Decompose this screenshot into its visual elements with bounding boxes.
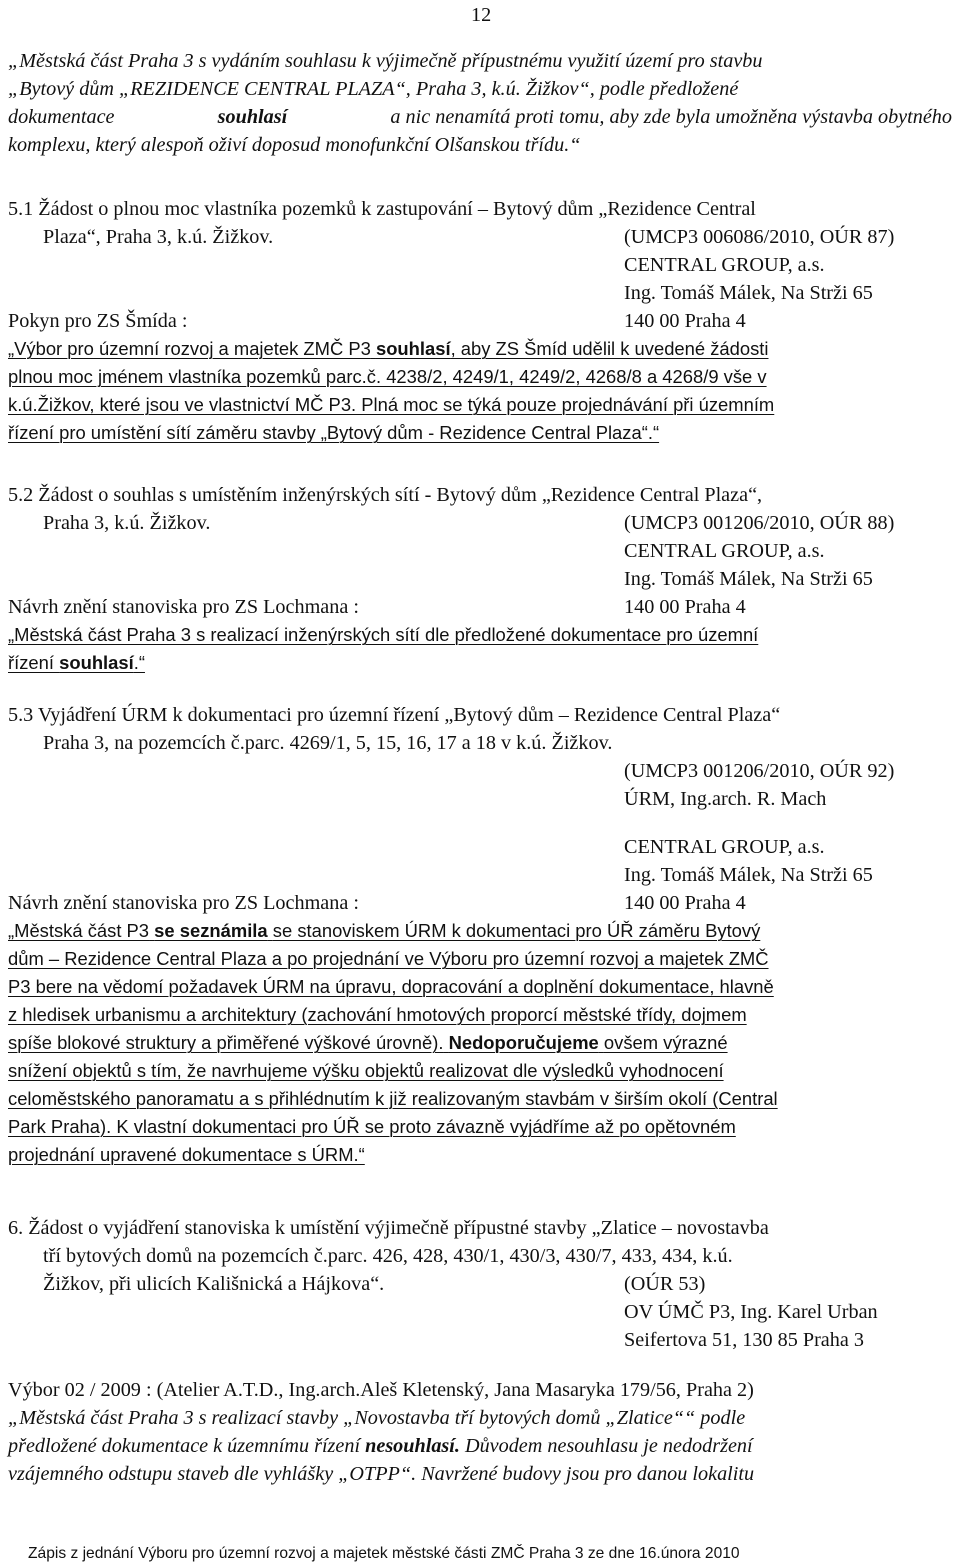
- section-5-3-resolution-4: z hledisek urbanismu a architektury (zachování hmotových proporcí městské třídy, dojmem: [8, 1004, 747, 1025]
- section-5-1-heading-cont: Plaza“, Praha 3, k.ú. Žižkov.: [43, 226, 274, 248]
- section-5-2-resolution-1: „Městská část Praha 3 s realizací inženýrských sítí dle předložené dokumentace pro územní: [8, 624, 759, 645]
- section-5-3-urm: ÚRM, Ing.arch. R. Mach: [624, 788, 827, 810]
- section-5-3-resolution-9: projednání upravené dokumentace s ÚRM.“: [8, 1144, 365, 1165]
- section-6-heading-cont-2: Žižkov, při ulicích Kališnická a Hájkova“.: [43, 1273, 385, 1295]
- section-5-3-company: CENTRAL GROUP, a.s.: [624, 836, 825, 858]
- section-5-1-resolution-2: plnou moc jménem vlastníka pozemků parc.č. 4238/2, 4249/1, 4249/2, 4268/8 a 4268/9 vše v: [8, 366, 767, 387]
- section-5-1-heading: 5.1 Žádost o plnou moc vlastníka pozemků k zastupování – Bytový dům „Rezidence Central: [8, 198, 756, 220]
- section-5-1-city: 140 00 Praha 4: [624, 310, 746, 332]
- section-6-vybor-record: Výbor 02 / 2009 : (Atelier A.T.D., Ing.arch.Aleš Kletenský, Jana Masaryka 179/56, Praha 2): [8, 1379, 754, 1401]
- section-6-heading-cont-1: tří bytových domů na pozemcích č.parc. 426, 428, 430/1, 430/3, 430/7, 433, 434, k.ú.: [43, 1245, 733, 1267]
- page-number: 12: [471, 4, 492, 26]
- section-5-2-resolution-2: řízení souhlasí.“: [8, 652, 145, 673]
- section-6-address: Seifertova 51, 130 85 Praha 3: [624, 1329, 864, 1351]
- section-5-3-resolution-6: snížení objektů s tím, že navrhujeme výšku objektů realizovat dle výsledků vyhodnocení: [8, 1060, 724, 1081]
- section-5-3-resolution-1: „Městská část P3 se seznámila se stanoviskem ÚRM k dokumentaci pro ÚŘ záměru Bytový: [8, 920, 761, 941]
- section-5-3-resolution-2: dům – Rezidence Central Plaza a po projednání ve Výboru pro územní rozvoj a majetek ZMČ: [8, 948, 769, 969]
- section-5-3-reference: (UMCP3 001206/2010, OÚR 92): [624, 760, 895, 782]
- section-6-office: OV ÚMČ P3, Ing. Karel Urban: [624, 1301, 878, 1323]
- section-5-1-resolution-4: řízení pro umístění sítí záměru stavby „Bytový dům - Rezidence Central Plaza“.“: [8, 422, 660, 443]
- section-5-2-heading-cont: Praha 3, k.ú. Žižkov.: [43, 512, 211, 534]
- section-6-reference: (OÚR 53): [624, 1273, 706, 1295]
- section-5-3-heading-cont: Praha 3, na pozemcích č.parc. 4269/1, 5, 15, 16, 17 a 18 v k.ú. Žižkov.: [43, 732, 613, 754]
- section-5-1-reference: (UMCP3 006086/2010, OÚR 87): [624, 226, 895, 248]
- section-5-1-contact: Ing. Tomáš Málek, Na Strži 65: [624, 282, 873, 304]
- souhlasi-emphasis: souhlasí: [217, 106, 288, 128]
- section-5-1-resolution-3: k.ú.Žižkov, které jsou ve vlastnictví MČ P3. Plná moc se týká pouze projednávání při územním: [8, 394, 775, 415]
- intro-line-4: komplexu, který alespoň oživí doposud monofunkční Olšanskou třídu.“: [8, 134, 581, 156]
- intro-line-3: dokumentace souhlasí a nic nenamítá proti tomu, aby zde byla umožněna výstavba obytného: [8, 106, 952, 128]
- intro-line-2: „Bytový dům „REZIDENCE CENTRAL PLAZA“, Praha 3, k.ú. Žižkov“, podle předložené: [8, 78, 739, 100]
- section-5-1-pokyn: Pokyn pro ZS Šmída :: [8, 310, 188, 332]
- section-5-2-contact: Ing. Tomáš Málek, Na Strži 65: [624, 568, 873, 590]
- section-5-2-company: CENTRAL GROUP, a.s.: [624, 540, 825, 562]
- section-6-resolution-3: vzájemného odstupu staveb dle vyhlášky „OTPP“. Navržené budovy jsou pro danou lokalitu: [8, 1463, 755, 1485]
- section-5-2-reference: (UMCP3 001206/2010, OÚR 88): [624, 512, 895, 534]
- section-5-2-heading: 5.2 Žádost o souhlas s umístěním inženýrských sítí - Bytový dům „Rezidence Central Plaza“,: [8, 484, 763, 506]
- page-footer: Zápis z jednání Výboru pro územní rozvoj a majetek městské části ZMČ Praha 3 ze dne 16.února 2010: [28, 1545, 740, 1562]
- section-5-3-resolution-8: Park Praha). K vlastní dokumentaci pro ÚŘ se proto závazně vyjádříme až po opětovném: [8, 1116, 736, 1137]
- section-5-2-navrh: Návrh znění stanoviska pro ZS Lochmana :: [8, 596, 359, 618]
- section-5-1-resolution-1: „Výbor pro územní rozvoj a majetek ZMČ P3 souhlasí, aby ZS Šmíd udělil k uvedené žádosti: [8, 338, 769, 359]
- section-5-2-city: 140 00 Praha 4: [624, 596, 746, 618]
- section-6-heading: 6. Žádost o vyjádření stanoviska k umístění výjimečně přípustné stavby „Zlatice – novostavba: [8, 1217, 769, 1239]
- section-6-resolution-1: „Městská část Praha 3 s realizací stavby „Novostavba tří bytových domů „Zlatice““ podle: [8, 1407, 746, 1429]
- section-5-3-resolution-5: spíše blokové struktury a přiměřené výškové úrovně). Nedoporučujeme ovšem výrazné: [8, 1032, 728, 1053]
- intro-line-1: „Městská část Praha 3 s vydáním souhlasu k výjimečně přípustnému využití území pro stavbu: [8, 50, 763, 72]
- section-6-resolution-2: předložené dokumentace k územnímu řízení nesouhlasí. Důvodem nesouhlasu je nedodržení: [8, 1435, 753, 1457]
- section-5-3-resolution-3: P3 bere na vědomí požadavek ÚRM na úpravu, dopracování a doplnění dokumentace, hlavně: [8, 976, 774, 997]
- section-5-1-company: CENTRAL GROUP, a.s.: [624, 254, 825, 276]
- section-5-3-contact: Ing. Tomáš Málek, Na Strži 65: [624, 864, 873, 886]
- section-5-3-heading: 5.3 Vyjádření ÚRM k dokumentaci pro územní řízení „Bytový dům – Rezidence Central Plaza“: [8, 704, 781, 726]
- section-5-3-resolution-7: celoměstského panoramatu a s přihlédnutím k již realizovaným stavbám v širším okolí (Central: [8, 1088, 778, 1109]
- section-5-3-city: 140 00 Praha 4: [624, 892, 746, 914]
- section-5-3-navrh: Návrh znění stanoviska pro ZS Lochmana :: [8, 892, 359, 914]
